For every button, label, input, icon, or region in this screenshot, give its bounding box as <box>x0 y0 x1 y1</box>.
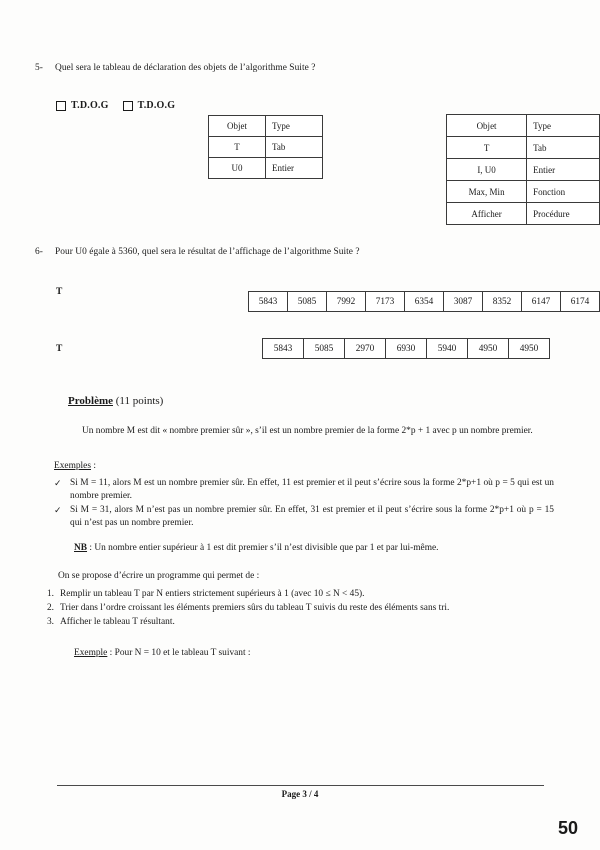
question-5-number: 5- <box>35 63 43 73</box>
tdog-right-cell-objet: Afficher <box>447 203 527 225</box>
tdog-left-cell-type: Tab <box>266 137 323 158</box>
examples-heading-label: Exemples <box>54 461 91 471</box>
problem-title: Problème <box>68 395 114 407</box>
array-cell: 5843 <box>263 339 304 359</box>
table-row <box>447 203 600 225</box>
array-cell: 7173 <box>366 292 405 312</box>
check-icon: ✓ <box>54 478 62 488</box>
tdog-table-right <box>446 114 600 225</box>
table-row <box>447 115 600 137</box>
table-row <box>249 292 600 312</box>
list-item <box>40 602 555 615</box>
array-1-label: T <box>56 287 63 297</box>
program-intro: On se propose d’écrire un programme qui permet de : <box>58 571 260 581</box>
array-cell: 6174 <box>561 292 600 312</box>
array-cell: 5940 <box>427 339 468 359</box>
footer-page-label: Page 3 / 4 <box>281 789 319 799</box>
example-label: Exemple <box>74 648 108 658</box>
nb-note <box>74 543 544 553</box>
problem-definition: Un nombre M est dit « nombre premier sûr », s’il est un nombre premier de la forme 2*p + 1 avec p un nombre premier. <box>82 426 533 436</box>
tdog-right-cell-objet: T <box>447 137 527 159</box>
table-row <box>447 181 600 203</box>
check-icon: ✓ <box>54 505 62 516</box>
list-item <box>40 616 555 629</box>
example-text: Si M = 11, alors M est un nombre premier sûr. En effet, 11 est premier et il peut s’écrire sous la forme 2*p+1 où p = 5 qui est un nombre premier. <box>70 478 554 502</box>
example-text-rest: : Pour N = 10 et le tableau T suivant : <box>107 648 251 658</box>
list-item <box>54 477 554 503</box>
step-text: Trier dans l’ordre croissant les éléments premiers sûrs du tableau T suivis du reste des éléments sans tri. <box>60 603 450 614</box>
tdog-left-cell-objet: T <box>209 137 266 158</box>
nb-text: : Un nombre entier supérieur à 1 est dit premier s’il n’est divisible que par 1 et par lui-même. <box>87 543 439 553</box>
array-cell: 6354 <box>405 292 444 312</box>
tdog-left-header-objet: Objet <box>209 116 266 137</box>
step-index: 3. <box>46 617 54 628</box>
table-row <box>209 137 323 158</box>
array-cell: 4950 <box>468 339 509 359</box>
tdog-right-header-objet: Objet <box>447 115 527 137</box>
array-cell: 7992 <box>327 292 366 312</box>
array-cell: 5085 <box>304 339 345 359</box>
checkbox-icon[interactable] <box>123 101 133 111</box>
step-index: 2. <box>46 603 54 614</box>
tdog-right-cell-type: Entier <box>527 159 600 181</box>
array-2-label: T <box>56 344 63 354</box>
step-text: Afficher le tableau T résultant. <box>60 617 175 628</box>
array-cell: 5843 <box>249 292 288 312</box>
checkbox-option-2-label: T.D.O.G <box>137 100 176 111</box>
array-cell: 6930 <box>386 339 427 359</box>
array-cell: 3087 <box>444 292 483 312</box>
list-item <box>40 588 555 601</box>
program-steps-list <box>40 588 555 630</box>
tdog-left-cell-objet: U0 <box>209 158 266 179</box>
checkbox-option-1-label: T.D.O.G <box>71 100 109 111</box>
question-6 <box>35 246 555 259</box>
table-row <box>447 159 600 181</box>
footer-divider <box>57 785 544 786</box>
array-table-2 <box>262 338 550 359</box>
table-row <box>447 137 600 159</box>
problem-heading <box>68 395 163 407</box>
list-item <box>54 504 554 530</box>
array-cell: 5085 <box>288 292 327 312</box>
tdog-left-header-type: Type <box>266 116 323 137</box>
tdog-checkbox-row <box>56 100 175 111</box>
checkbox-icon[interactable] <box>56 101 66 111</box>
tdog-right-cell-type: Tab <box>527 137 600 159</box>
examples-heading <box>54 461 96 471</box>
nb-label: NB <box>74 543 88 553</box>
example-text: Si M = 31, alors M n’est pas un nombre premier sûr. En effet, 31 est premier et il peut s’écrire sous la forme 2*p+1 où p = 15 qui n’est pas un nombre premier. <box>70 505 554 529</box>
tdog-right-header-type: Type <box>527 115 600 137</box>
question-5 <box>35 62 555 75</box>
tdog-right-cell-objet: Max, Min <box>447 181 527 203</box>
table-row <box>209 116 323 137</box>
tdog-left-cell-type: Entier <box>266 158 323 179</box>
array-cell: 2970 <box>345 339 386 359</box>
array-table-1 <box>248 291 600 312</box>
question-6-number: 6- <box>35 247 43 257</box>
checkbox-option-1[interactable] <box>56 100 109 111</box>
table-row <box>209 158 323 179</box>
example-line <box>74 648 251 658</box>
problem-points: (11 points) <box>115 395 164 407</box>
examples-list <box>54 477 554 532</box>
array-cell: 8352 <box>483 292 522 312</box>
tdog-right-cell-type: Fonction <box>527 181 600 203</box>
array-cell: 6147 <box>522 292 561 312</box>
examples-heading-colon: : <box>90 461 96 471</box>
page-number-large: 50 <box>557 818 578 838</box>
question-5-text: Quel sera le tableau de déclaration des objets de l’algorithme Suite ? <box>55 63 316 73</box>
tdog-right-cell-type: Procédure <box>527 203 600 225</box>
tdog-table-left <box>208 115 323 179</box>
tdog-right-cell-objet: I, U0 <box>447 159 527 181</box>
array-cell: 4950 <box>509 339 550 359</box>
step-index: 1. <box>46 589 54 599</box>
checkbox-option-2[interactable] <box>123 100 176 111</box>
step-text: Remplir un tableau T par N entiers strictement supérieurs à 1 (avec 10 ≤ N < 45). <box>60 589 365 599</box>
question-6-text: Pour U0 égale à 5360, quel sera le résultat de l’affichage de l’algorithme Suite ? <box>55 247 360 257</box>
table-row <box>263 339 550 359</box>
